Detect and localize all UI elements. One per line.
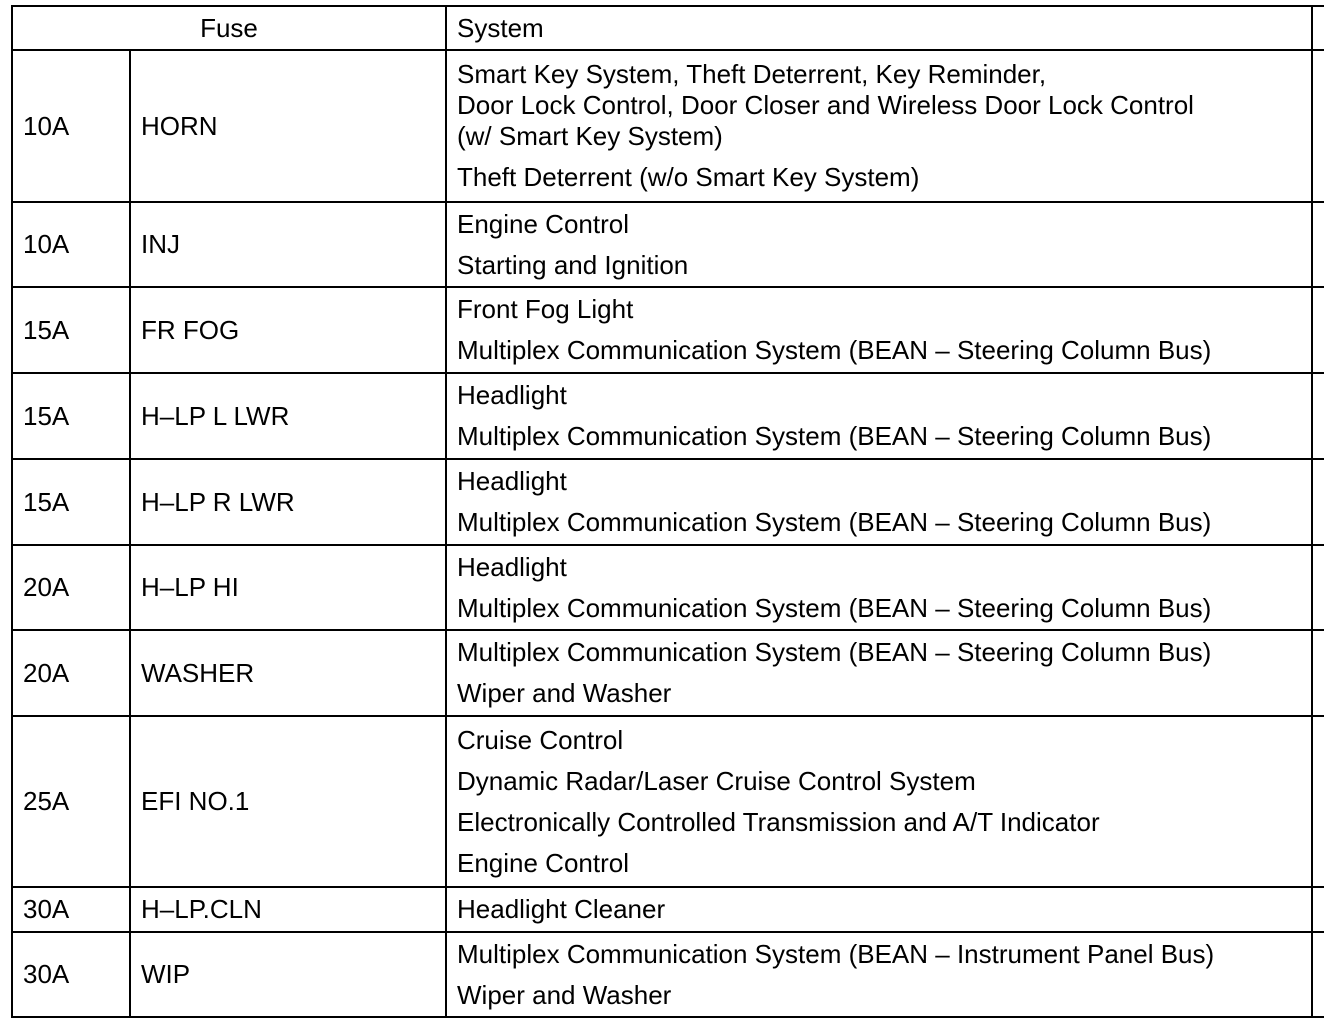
fuse-amperage: 15A xyxy=(12,287,130,373)
extra-cell xyxy=(1312,932,1324,1017)
table-row xyxy=(12,459,1324,545)
table-row xyxy=(12,716,1324,887)
system-line: Headlight Cleaner xyxy=(457,894,666,924)
extra-cell xyxy=(1312,287,1324,373)
fuse-name: FR FOG xyxy=(130,287,446,373)
system-line: Multiplex Communication System (BEAN – Steering Column Bus) xyxy=(457,592,1212,623)
table-row xyxy=(12,545,1324,630)
system-line: Door Lock Control, Door Closer and Wireless Door Lock Control xyxy=(457,90,1194,120)
fuse-amperage: 15A xyxy=(12,459,130,545)
fuse-amperage: 30A xyxy=(12,932,130,1017)
table-row xyxy=(12,630,1324,716)
system-line: Dynamic Radar/Laser Cruise Control System xyxy=(457,765,976,796)
fuse-name: WASHER xyxy=(130,630,446,716)
system-line: Wiper and Washer xyxy=(457,979,672,1010)
system-cell xyxy=(446,545,1312,630)
system-cell xyxy=(446,630,1312,716)
system-line: Cruise Control xyxy=(457,724,624,755)
system-line: Wiper and Washer xyxy=(457,678,672,708)
fuse-name: INJ xyxy=(130,202,446,287)
extra-cell xyxy=(1312,716,1324,887)
system-line: Multiplex Communication System (BEAN – Steering Column Bus) xyxy=(457,335,1212,365)
fuse-column-header: Fuse xyxy=(12,6,446,50)
fuse-name: EFI NO.1 xyxy=(130,716,446,887)
system-cell xyxy=(446,50,1312,202)
fuse-table xyxy=(11,5,1324,1018)
table-row xyxy=(12,287,1324,373)
extra-cell xyxy=(1312,545,1324,630)
system-cell xyxy=(446,716,1312,887)
extra-cell xyxy=(1312,373,1324,459)
system-line: Multiplex Communication System (BEAN – Instrument Panel Bus) xyxy=(457,938,1215,969)
fuse-amperage: 10A xyxy=(12,50,130,202)
system-line: Electronically Controlled Transmission and A/T Indicator xyxy=(457,806,1100,837)
system-line: Front Fog Light xyxy=(457,294,634,324)
fuse-amperage: 20A xyxy=(12,545,130,630)
fuse-amperage: 30A xyxy=(12,887,130,932)
extra-column-header xyxy=(1312,6,1324,50)
system-line: Engine Control xyxy=(457,847,629,878)
system-line: Smart Key System, Theft Deterrent, Key Reminder, xyxy=(457,59,1047,89)
extra-cell xyxy=(1312,50,1324,202)
system-column-header: System xyxy=(446,6,1312,50)
fuse-name: H–LP R LWR xyxy=(130,459,446,545)
system-line: Starting and Ignition xyxy=(457,249,689,280)
system-line: Multiplex Communication System (BEAN – Steering Column Bus) xyxy=(457,421,1212,451)
fuse-name: WIP xyxy=(130,932,446,1017)
fuse-amperage: 25A xyxy=(12,716,130,887)
system-cell xyxy=(446,373,1312,459)
system-cell xyxy=(446,932,1312,1017)
system-line: Multiplex Communication System (BEAN – Steering Column Bus) xyxy=(457,637,1212,667)
system-cell xyxy=(446,887,1312,932)
system-line: Multiplex Communication System (BEAN – Steering Column Bus) xyxy=(457,507,1212,537)
fuse-amperage: 15A xyxy=(12,373,130,459)
fuse-amperage: 10A xyxy=(12,202,130,287)
table-row xyxy=(12,202,1324,287)
system-line: Theft Deterrent (w/o Smart Key System) xyxy=(457,162,920,192)
system-line: Headlight xyxy=(457,466,567,496)
extra-cell xyxy=(1312,459,1324,545)
fuse-name: H–LP L LWR xyxy=(130,373,446,459)
extra-cell xyxy=(1312,202,1324,287)
system-cell xyxy=(446,459,1312,545)
system-line: Engine Control xyxy=(457,208,629,239)
fuse-name: H–LP.CLN xyxy=(130,887,446,932)
system-cell xyxy=(446,202,1312,287)
table-row xyxy=(12,932,1324,1017)
fuse-amperage: 20A xyxy=(12,630,130,716)
table-header-row xyxy=(12,6,1324,50)
system-line: Headlight xyxy=(457,551,567,582)
extra-cell xyxy=(1312,887,1324,932)
table-row xyxy=(12,373,1324,459)
system-line: (w/ Smart Key System) xyxy=(457,121,723,151)
table-row xyxy=(12,50,1324,202)
table-row xyxy=(12,887,1324,932)
system-line: Headlight xyxy=(457,380,567,410)
extra-cell xyxy=(1312,630,1324,716)
fuse-name: HORN xyxy=(130,50,446,202)
fuse-name: H–LP HI xyxy=(130,545,446,630)
system-cell xyxy=(446,287,1312,373)
